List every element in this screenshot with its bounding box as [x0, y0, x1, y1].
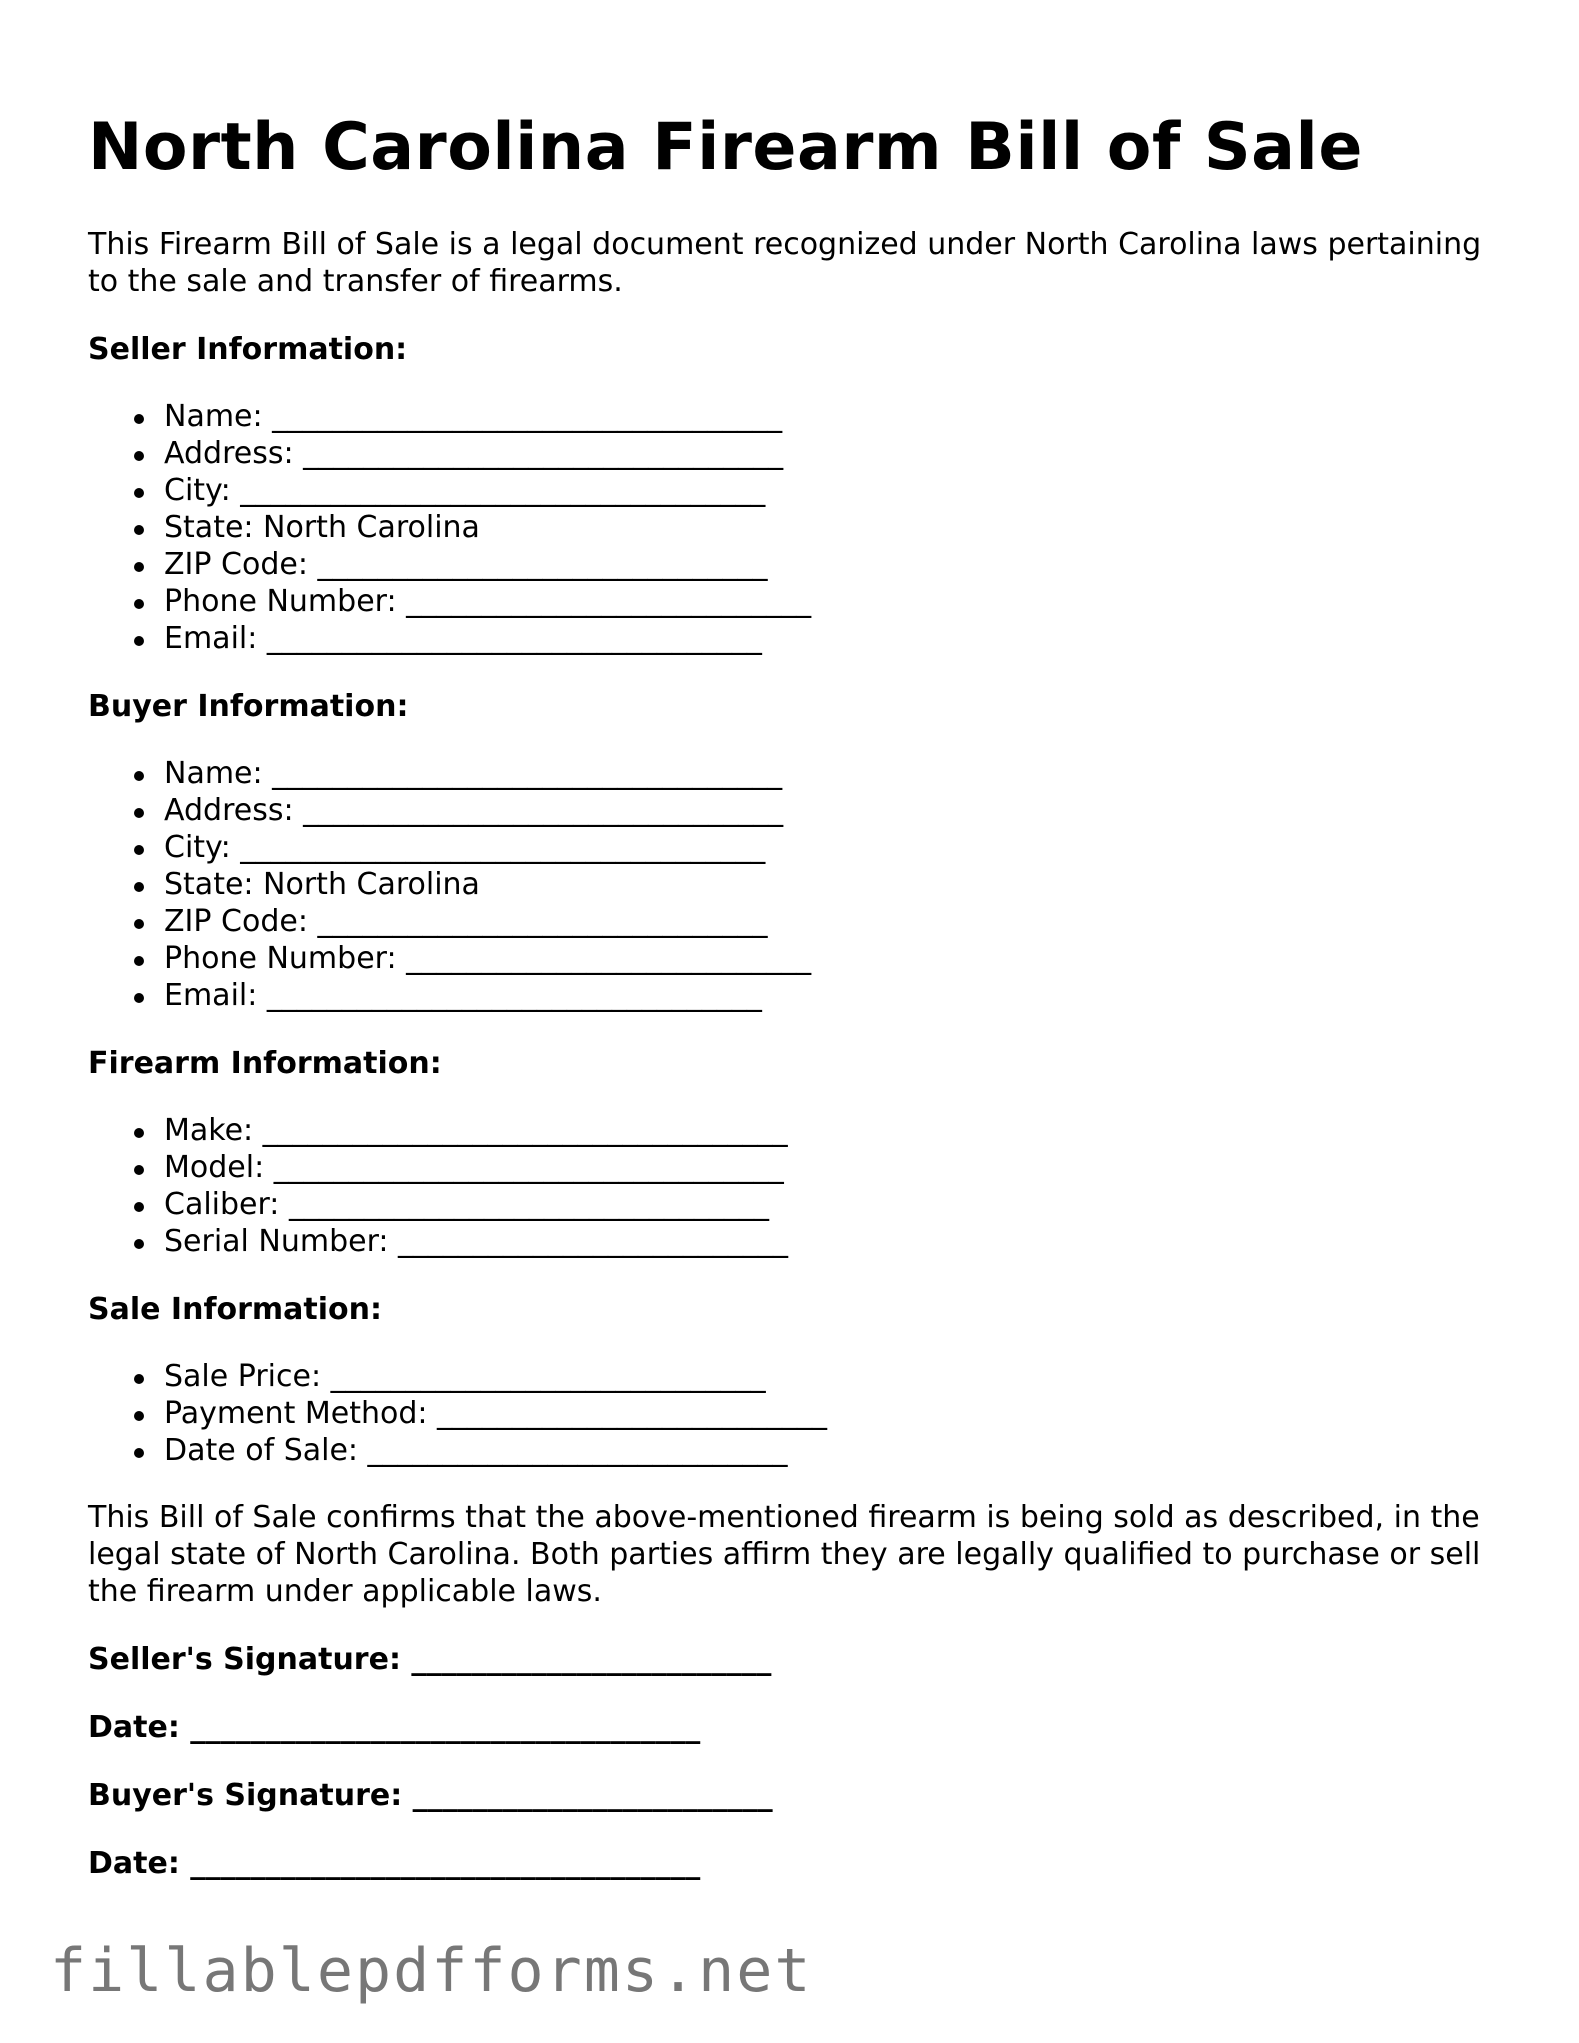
- closing-paragraph: This Bill of Sale confirms that the above-mentioned firearm is being sold as described, in the legal state of North Carolina. Both parties affirm they are legally qualified to purchase or sell the firearm under applicable laws.: [88, 1500, 1481, 1609]
- seller-city-field[interactable]: City: ___________________________________: [164, 472, 1508, 509]
- seller-fields: [88, 398, 1508, 657]
- firearm-heading: Firearm Information:: [88, 1046, 442, 1081]
- seller-heading: Seller Information:: [88, 332, 408, 367]
- buyer-date-field[interactable]: Date: __________________________________: [88, 1846, 701, 1881]
- firearm-fields: [88, 1112, 1508, 1260]
- seller-name-field[interactable]: Name: __________________________________: [164, 398, 1508, 435]
- seller-state-field: State: North Carolina: [164, 509, 1508, 546]
- buyer-address-field[interactable]: Address: ________________________________: [164, 792, 1508, 829]
- intro-paragraph: This Firearm Bill of Sale is a legal document recognized under North Carolina laws pertaining to the sale and transfer of firearms.: [88, 227, 1482, 299]
- sale-heading: Sale Information:: [88, 1292, 382, 1327]
- date-of-sale-field[interactable]: Date of Sale: ____________________________: [164, 1432, 1508, 1469]
- seller-signature-field[interactable]: Seller's Signature: ________________________: [88, 1642, 772, 1677]
- firearm-serial-field[interactable]: Serial Number: __________________________: [164, 1223, 1508, 1260]
- buyer-name-field[interactable]: Name: __________________________________: [164, 755, 1508, 792]
- seller-zip-field[interactable]: ZIP Code: ______________________________: [164, 546, 1508, 583]
- buyer-heading: Buyer Information:: [88, 689, 409, 724]
- seller-phone-field[interactable]: Phone Number: ___________________________: [164, 583, 1508, 620]
- firearm-model-field[interactable]: Model: __________________________________: [164, 1149, 1508, 1186]
- firearm-make-field[interactable]: Make: ___________________________________: [164, 1112, 1508, 1149]
- seller-email-field[interactable]: Email: _________________________________: [164, 620, 1508, 657]
- buyer-email-field[interactable]: Email: _________________________________: [164, 977, 1508, 1014]
- buyer-zip-field[interactable]: ZIP Code: ______________________________: [164, 903, 1508, 940]
- sale-fields: [88, 1358, 1508, 1469]
- payment-method-field[interactable]: Payment Method: __________________________: [164, 1395, 1508, 1432]
- buyer-signature-field[interactable]: Buyer's Signature: ________________________: [88, 1778, 773, 1813]
- buyer-fields: [88, 755, 1508, 1014]
- page-title: North Carolina Firearm Bill of Sale: [88, 110, 1363, 185]
- firearm-caliber-field[interactable]: Caliber: ________________________________: [164, 1186, 1508, 1223]
- sale-price-field[interactable]: Sale Price: _____________________________: [164, 1358, 1508, 1395]
- buyer-city-field[interactable]: City: ___________________________________: [164, 829, 1508, 866]
- seller-date-field[interactable]: Date: __________________________________: [88, 1710, 701, 1745]
- buyer-phone-field[interactable]: Phone Number: ___________________________: [164, 940, 1508, 977]
- buyer-state-field: State: North Carolina: [164, 866, 1508, 903]
- watermark: fillablepdfforms.net: [50, 1936, 813, 2006]
- seller-address-field[interactable]: Address: ________________________________: [164, 435, 1508, 472]
- document-page: [88, 100, 1508, 1882]
